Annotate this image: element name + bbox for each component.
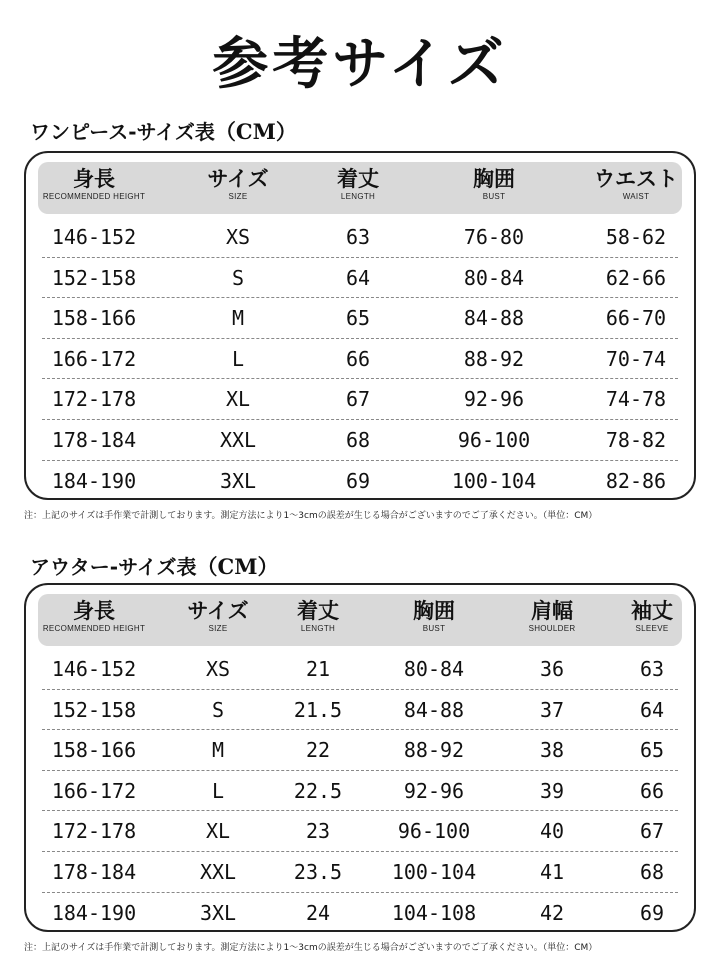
dress-table-cell: 74-78 — [605, 387, 667, 412]
table-row — [42, 379, 678, 420]
dress-section-title — [30, 118, 297, 146]
outer-table-cell: 24 — [305, 900, 331, 925]
dress-header-cell — [576, 162, 696, 214]
outer-table-cell: 92-96 — [403, 778, 465, 803]
dress-table-cell: M — [231, 306, 245, 331]
outer-section-title — [30, 553, 278, 581]
dress-table-cell: 84-88 — [463, 306, 525, 331]
outer-table-cell: 38 — [539, 738, 565, 763]
dress-header-sublabel: LENGTH — [340, 192, 376, 201]
table-row — [42, 298, 678, 339]
outer-section-title-text: アウター-サイズ表 — [30, 555, 197, 579]
outer-header-label: 着丈 — [297, 599, 339, 623]
dress-table-cell: XL — [225, 387, 251, 412]
dress-table-cell: 63 — [345, 225, 371, 249]
outer-table-cell: 21 — [305, 657, 331, 681]
outer-table-cell: L — [211, 778, 225, 803]
outer-header-cell — [163, 594, 273, 646]
outer-table-cell: 39 — [539, 778, 565, 803]
outer-table-cell: 152-158 — [51, 697, 137, 722]
dress-table-cell: 88-92 — [463, 346, 525, 371]
outer-header-cell — [497, 594, 607, 646]
outer-table-cell: 68 — [639, 860, 665, 884]
dress-table-cell: 64 — [345, 265, 371, 290]
outer-table-cell: XL — [205, 819, 231, 844]
dress-table-cell: 69 — [345, 468, 371, 493]
outer-header-sublabel: SHOULDER — [528, 624, 576, 633]
outer-table-cell: 41 — [539, 860, 565, 884]
outer-header-sublabel: SIZE — [208, 624, 228, 633]
outer-header-cell — [263, 594, 373, 646]
dress-table-cell: 68 — [345, 428, 371, 452]
table-row — [42, 730, 678, 771]
dress-table-cell: L — [231, 346, 245, 371]
dress-note: 注：上記のサイズは手作業で計測しております。測定方法により1～3cmの誤差が生じる場合がございますのでご了承ください。（単位：CM） — [24, 511, 598, 521]
outer-table-cell: 3XL — [199, 900, 237, 925]
dress-header-cell — [298, 162, 418, 214]
outer-header-label: 胸囲 — [413, 599, 455, 623]
outer-header-label: 身長 — [73, 599, 115, 623]
outer-table-cell: 36 — [539, 657, 565, 681]
dress-section-title-text: ワンピース-サイズ表 — [30, 120, 215, 144]
outer-header-sublabel: BUST — [422, 624, 446, 633]
dress-table-cell: 66-70 — [605, 306, 667, 331]
outer-table-cell: S — [211, 697, 225, 722]
outer-table-cell: XXL — [199, 860, 237, 884]
dress-table-cell: XXL — [219, 428, 257, 452]
outer-table-cell: 166-172 — [51, 778, 137, 803]
outer-table-cell: M — [211, 738, 225, 763]
outer-header-label: 袖丈 — [631, 599, 673, 623]
dress-table-cell: 70-74 — [605, 346, 667, 371]
dress-table-cell: 152-158 — [51, 265, 137, 290]
dress-header-label: 身長 — [73, 167, 115, 191]
dress-header-sublabel: RECOMMENDED HEIGHT — [42, 192, 146, 201]
table-row — [42, 339, 678, 380]
outer-header-sublabel: RECOMMENDED HEIGHT — [42, 624, 146, 633]
dress-table-cell: 96-100 — [457, 428, 531, 452]
dress-table-cell: S — [231, 265, 245, 290]
dress-table-cell: 166-172 — [51, 346, 137, 371]
dress-header-label: サイズ — [207, 167, 269, 191]
outer-table-cell: 63 — [639, 657, 665, 681]
outer-table-header — [38, 594, 682, 646]
outer-table-cell: 184-190 — [51, 900, 137, 925]
outer-table-cell: 146-152 — [51, 657, 137, 681]
dress-header-label: 胸囲 — [473, 167, 515, 191]
dress-table-cell: 65 — [345, 306, 371, 331]
table-row — [42, 690, 678, 731]
outer-table-cell: 21.5 — [293, 697, 343, 722]
dress-header-cell — [434, 162, 554, 214]
outer-table-cell: 178-184 — [51, 860, 137, 884]
page-title: 参考サイズ — [212, 32, 508, 97]
table-row — [42, 811, 678, 852]
outer-table-cell: 23.5 — [293, 860, 343, 884]
dress-table-cell: 146-152 — [51, 225, 137, 249]
outer-table-cell: 42 — [539, 900, 565, 925]
outer-table-cell: 100-104 — [391, 860, 477, 884]
table-row — [42, 893, 678, 934]
table-row — [42, 258, 678, 299]
outer-table-cell: 37 — [539, 697, 565, 722]
outer-table-cell: 66 — [639, 778, 665, 803]
dress-header-sublabel: SIZE — [228, 192, 248, 201]
dress-table-cell: 82-86 — [605, 468, 667, 493]
dress-header-label: 着丈 — [337, 167, 379, 191]
dress-table-cell: 62-66 — [605, 265, 667, 290]
dress-table-cell: 158-166 — [51, 306, 137, 331]
outer-header-cell — [39, 594, 149, 646]
dress-table-cell: 3XL — [219, 468, 257, 493]
dress-header-sublabel: BUST — [482, 192, 506, 201]
dress-table-cell: 80-84 — [463, 265, 525, 290]
outer-section-unit: （CM） — [196, 554, 279, 579]
outer-table-cell: 88-92 — [403, 738, 465, 763]
outer-header-sublabel: SLEEVE — [635, 624, 669, 633]
outer-note: 注：上記のサイズは手作業で計測しております。測定方法により1～3cmの誤差が生じる場合がございますのでご了承ください。（単位：CM） — [24, 943, 598, 953]
outer-table-cell: 158-166 — [51, 738, 137, 763]
outer-size-table — [24, 583, 696, 932]
dress-table-cell: XS — [225, 225, 251, 249]
table-row — [42, 771, 678, 812]
dress-table-cell: 178-184 — [51, 428, 137, 452]
table-row — [42, 461, 678, 502]
outer-table-cell: 80-84 — [403, 657, 465, 681]
dress-table-cell: 92-96 — [463, 387, 525, 412]
outer-table-cell: 40 — [539, 819, 565, 844]
dress-table-cell: 67 — [345, 387, 371, 412]
dress-header-cell — [178, 162, 298, 214]
dress-header-cell — [34, 162, 154, 214]
outer-table-cell: 96-100 — [397, 819, 471, 844]
outer-header-sublabel: LENGTH — [300, 624, 336, 633]
outer-header-cell — [379, 594, 489, 646]
outer-table-cell: 84-88 — [403, 697, 465, 722]
outer-table-cell: XS — [205, 657, 231, 681]
dress-table-header — [38, 162, 682, 214]
outer-header-label: サイズ — [187, 599, 249, 623]
dress-header-label: ウエスト — [594, 167, 678, 191]
dress-table-cell: 172-178 — [51, 387, 137, 412]
outer-table-cell: 65 — [639, 738, 665, 763]
outer-table-cell: 22 — [305, 738, 331, 763]
outer-table-cell: 69 — [639, 900, 665, 925]
dress-section-unit: （CM） — [214, 119, 297, 144]
outer-table-cell: 104-108 — [391, 900, 477, 925]
dress-header-sublabel: WAIST — [622, 192, 650, 201]
dress-table-cell: 58-62 — [605, 225, 667, 249]
dress-table-cell: 78-82 — [605, 428, 667, 452]
outer-table-cell: 22.5 — [293, 778, 343, 803]
outer-table-cell: 67 — [639, 819, 665, 844]
outer-header-label: 肩幅 — [531, 599, 573, 623]
outer-table-cell: 64 — [639, 697, 665, 722]
outer-table-cell: 172-178 — [51, 819, 137, 844]
outer-table-cell: 23 — [305, 819, 331, 844]
dress-table-cell: 76-80 — [463, 225, 525, 249]
dress-table-cell: 66 — [345, 346, 371, 371]
outer-header-cell — [597, 594, 707, 646]
dress-table-cell: 184-190 — [51, 468, 137, 493]
table-row — [42, 852, 678, 893]
table-row — [42, 420, 678, 461]
table-row — [42, 217, 678, 258]
dress-size-table — [24, 151, 696, 500]
dress-table-cell: 100-104 — [451, 468, 537, 493]
table-row — [42, 649, 678, 690]
